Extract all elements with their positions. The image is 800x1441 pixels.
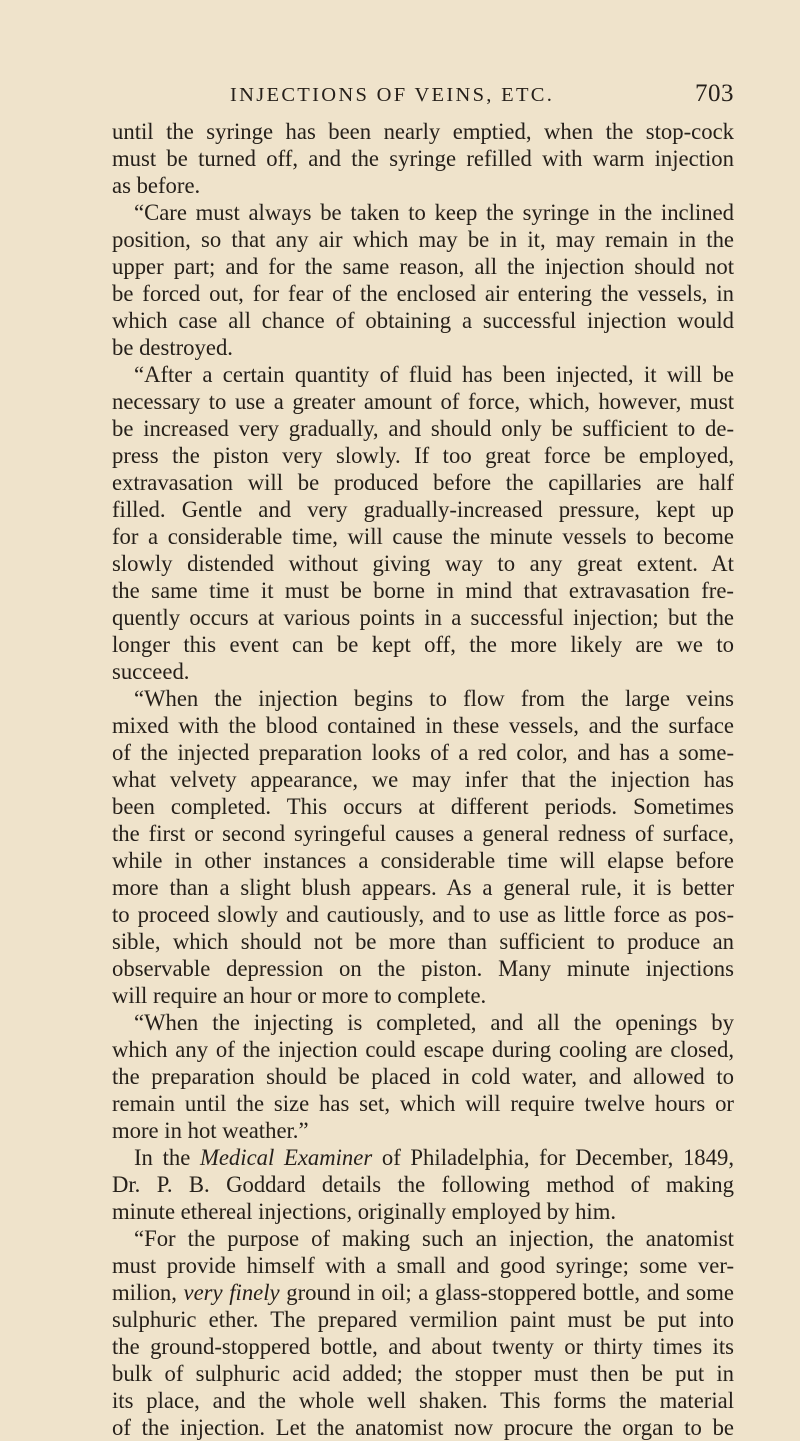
text-line: sulphuric ether. The prepared vermilion paint must be put into — [112, 1307, 734, 1332]
running-head: INJECTIONS OF VEINS, ETC. — [230, 84, 555, 106]
text-line: necessary to use a greater amount of force, which, however, must — [112, 389, 734, 414]
text-line: quently occurs at various points in a successful injection; but the — [112, 605, 734, 630]
text-line: what velvety appearance, we may infer that the injection has — [112, 767, 734, 792]
text-line: more than a slight blush appears. As a general rule, it is better — [112, 875, 734, 900]
text-line: “After a certain quantity of fluid has been injected, it will be — [134, 362, 734, 387]
text-line: its place, and the whole well shaken. This forms the material — [112, 1388, 734, 1413]
text-line: observable depression on the piston. Many minute injections — [112, 956, 734, 981]
text-line: more in hot weather.” — [112, 1118, 309, 1143]
text-line: the ground-stoppered bottle, and about twenty or thirty times its — [112, 1334, 734, 1359]
text-line: to proceed slowly and cautiously, and to use as little force as pos- — [112, 902, 734, 927]
text-line: the same time it must be borne in mind that extravasation fre- — [112, 578, 734, 603]
text-line: while in other instances a considerable time will elapse before — [112, 848, 734, 873]
text-line: must provide himself with a small and good syringe; some ver- — [112, 1253, 734, 1278]
text-line: remain until the size has set, which will require twelve hours or — [112, 1091, 734, 1116]
text-line: Dr. P. B. Goddard details the following method of making — [112, 1172, 734, 1197]
text-line: the preparation should be placed in cold water, and allowed to — [112, 1064, 734, 1089]
text-line: mixed with the blood contained in these vessels, and the surface — [112, 713, 734, 738]
text-line: “When the injection begins to flow from the large veins — [134, 686, 734, 711]
text-line: sible, which should not be more than sufficient to produce an — [112, 929, 734, 954]
text-line: “When the injecting is completed, and all the openings by — [134, 1010, 734, 1035]
text-line: position, so that any air which may be in it, may remain in the — [112, 227, 734, 252]
text-line: longer this event can be kept off, the more likely are we to — [112, 632, 734, 657]
body-text — [112, 118, 734, 1441]
text-line: will require an hour or more to complete. — [112, 983, 487, 1008]
text-line: which case all chance of obtaining a successful injection would — [112, 308, 734, 333]
text-line: of the injected preparation looks of a red color, and has a some- — [112, 740, 734, 765]
text-line: “Care must always be taken to keep the syringe in the inclined — [134, 200, 734, 225]
text-line: be forced out, for fear of the enclosed air entering the vessels, in — [112, 281, 734, 306]
text-line: as before. — [112, 173, 201, 198]
text-line: “For the purpose of making such an injection, the anatomist — [134, 1226, 734, 1251]
text-line: be destroyed. — [112, 335, 233, 360]
text-line: for a considerable time, will cause the minute vessels to become — [112, 524, 734, 549]
text-line: until the syringe has been nearly emptied, when the stop-cock — [112, 119, 734, 144]
text-line: milion, very finely ground in oil; a glass-stoppered bottle, and some — [112, 1280, 734, 1305]
text-line: the first or second syringeful causes a general redness of surface, — [112, 821, 734, 846]
text-line: been completed. This occurs at different periods. Sometimes — [112, 794, 734, 819]
text-line: which any of the injection could escape during cooling are closed, — [112, 1037, 734, 1062]
text-line: succeed. — [112, 659, 190, 684]
text-line: filled. Gentle and very gradually-increased pressure, kept up — [112, 497, 734, 522]
text-line: slowly distended without giving way to any great extent. At — [112, 551, 734, 576]
text-line: extravasation will be produced before the capillaries are half — [112, 470, 734, 495]
text-line: upper part; and for the same reason, all the injection should not — [112, 254, 734, 279]
text-line: bulk of sulphuric acid added; the stopper must then be put in — [112, 1361, 734, 1386]
text-line: press the piston very slowly. If too great force be employed, — [112, 443, 734, 468]
page-header — [112, 0, 734, 118]
text-line: must be turned off, and the syringe refilled with warm injection — [112, 146, 734, 171]
text-line: of the injection. Let the anatomist now procure the organ to be — [112, 1415, 734, 1440]
text-line: be increased very gradually, and should only be sufficient to de- — [112, 416, 734, 441]
page-number: 703 — [695, 80, 734, 107]
text-line: minute ethereal injections, originally employed by him. — [112, 1199, 617, 1224]
text-line: In the Medical Examiner of Philadelphia, for December, 1849, — [134, 1145, 734, 1170]
